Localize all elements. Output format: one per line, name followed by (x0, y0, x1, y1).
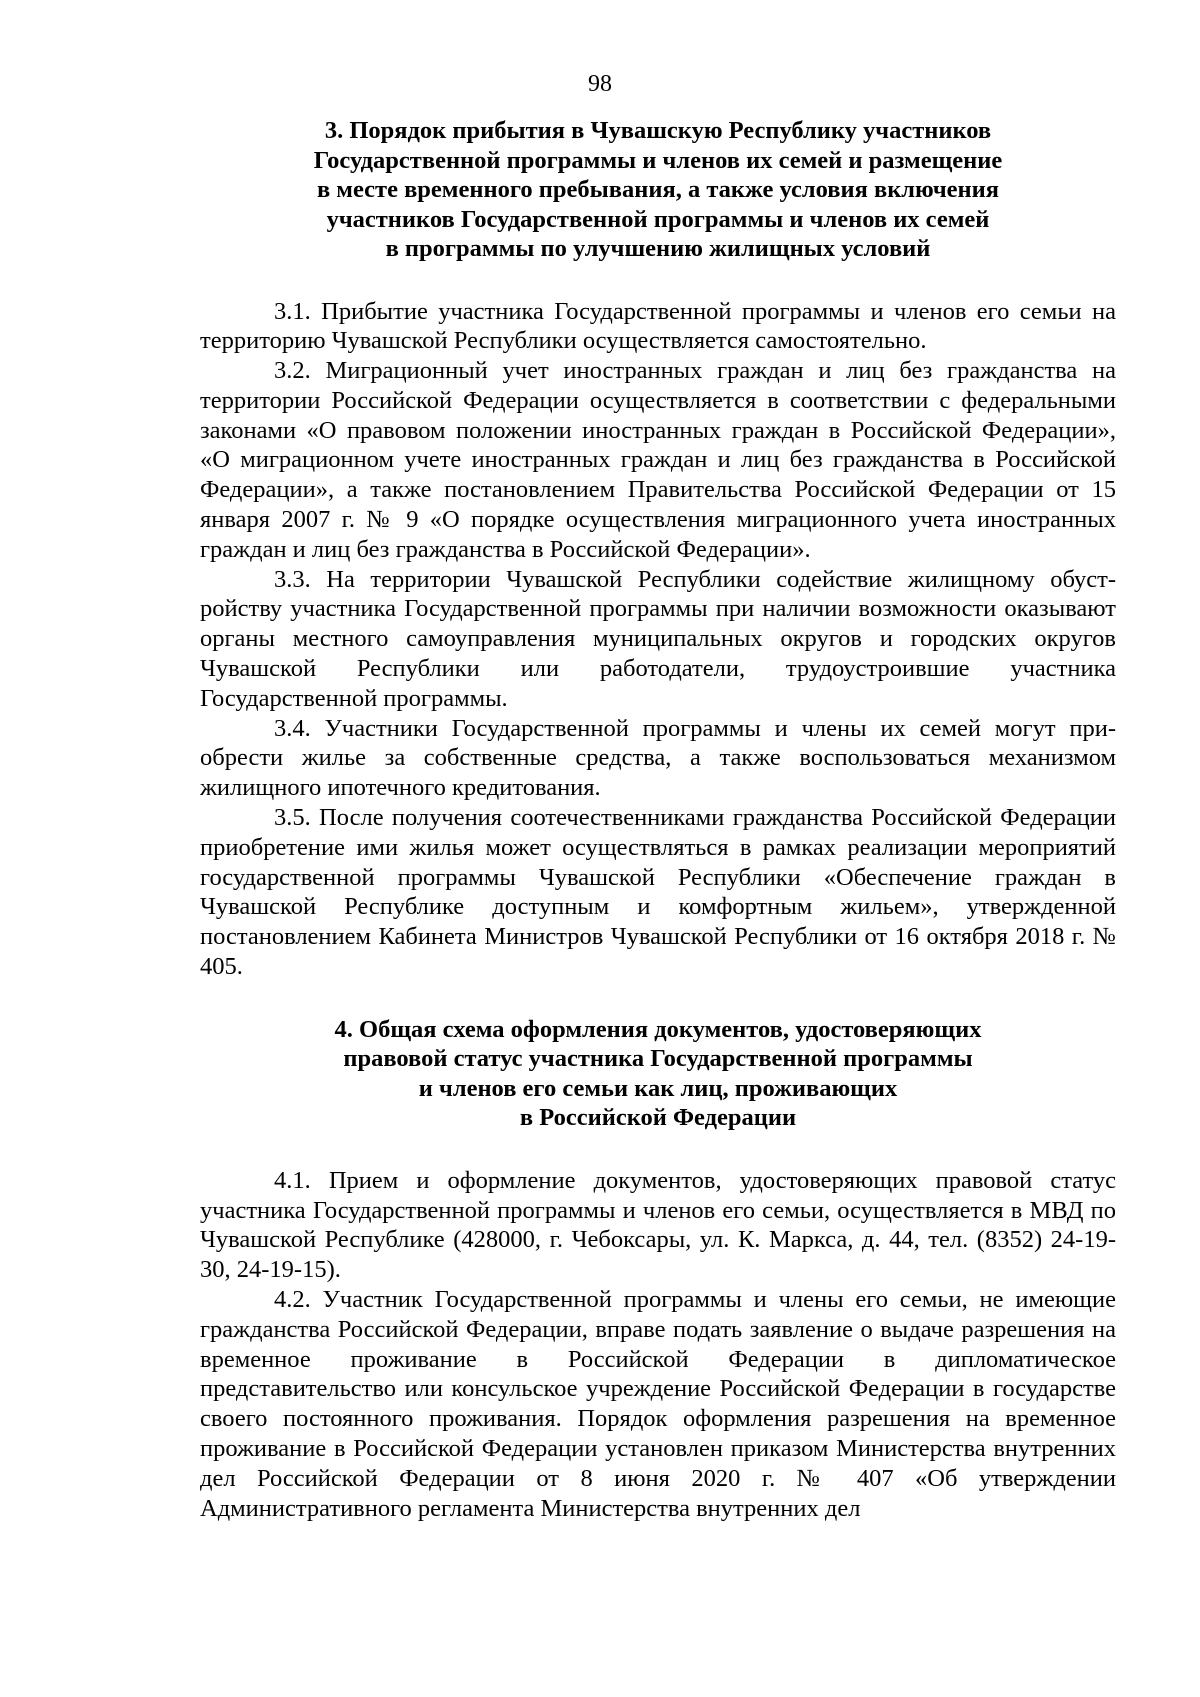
heading-line: в программы по улучшению жилищных условий (385, 235, 931, 262)
heading-line: и членов его семьи как лиц, проживающих (418, 1074, 898, 1102)
heading-line: в Российской Федерации (519, 1104, 797, 1132)
paragraph-3-2: 3.2. Миграционный учет иностранных граждан и лиц без гражданства на территории Российской Федерации осуществляется в соответствии с федеральными законами «О правовом положении иностранных граждан в Российской Федерации», «О миграционном учете иностранных граждан и лиц без гражданства в Российской Федерации», а также постановлением Правительства Российской Федерации от 15 января 2007 г. № 9 «О порядке осуществления миграционного учета иностранных граждан и лиц без гражданства в Российской Федерации». (200, 357, 1116, 563)
page-content (200, 116, 1116, 1523)
heading-line: 3. Порядок прибытия в Чувашскую Республику участников (324, 117, 992, 144)
section-3-heading (200, 116, 1116, 264)
paragraph-3-3: 3.3. На территории Чувашской Республики содействие жилищному обустройству участника Государственной программы при наличии возможности оказывают органы местного самоуправления муниципальных округов и городских округов Чувашской Республики или работодатели, трудоустроившие участника Государственной программы. (200, 565, 1116, 712)
paragraph-4-2: 4.2. Участник Государственной программы и члены его семьи, не имеющие гражданства Российской Федерации, вправе подать заявление о выдаче разрешения на временное проживание в Российской Федерации в дипломатическое представительство или консульское учреждение Российской Федерации в государстве своего постоянного проживания. Порядок оформления разрешения на временное проживание в Российской Федерации установлен приказом Министерства внутренних дел Российской Федерации от 8 июня 2020 г. № 407 «Об утверждении Административного регламента Министерства внутренних дел (200, 1286, 1116, 1522)
paragraph-3-1: 3.1. Прибытие участника Государственной программы и членов его семьи на территорию Чувашской Республики осуществляется самостоятельно. (200, 297, 1116, 355)
page-number: 98 (588, 71, 612, 97)
heading-line: Государственной программы и членов их семей и размещение (313, 146, 1003, 174)
paragraph-4-1: 4.1. Прием и оформление документов, удостоверяющих правовой статус участника Государственной программы и членов его семьи, осуществляется в МВД по Чувашской Республике (428000, г. Чебоксары, ул. К. Маркса, д. 44, тел. (8352) 24-19-30, 24-19-15). (200, 1166, 1116, 1284)
paragraph-3-5: 3.5. После получения соотечественниками гражданства Российской Федерации приобретение ими жилья может осуществляться в рамках реализации мероприятий государственной программы Чувашской Республики «Обеспечение граждан в Чувашской Республике доступным и комфортным жильем», утвержденной постановлением Кабинета Министров Чувашской Республики от 16 октября 2018 г. № 405. (200, 804, 1116, 981)
heading-line: правовой статус участника Государственной программы (343, 1045, 973, 1073)
section-4-heading (200, 1015, 1116, 1133)
paragraph-3-4: 3.4. Участники Государственной программы и члены их семей могут приобрести жилье за собственные средства, а также воспользоваться механизмом жилищного ипотечного кредитования. (200, 714, 1116, 802)
heading-line: 4. Общая схема оформления документов, удостоверяющих (334, 1015, 982, 1043)
heading-line: участников Государственной программы и членов их семей (326, 205, 990, 233)
heading-line: в месте временного пребывания, а также условия включения (316, 176, 1000, 203)
